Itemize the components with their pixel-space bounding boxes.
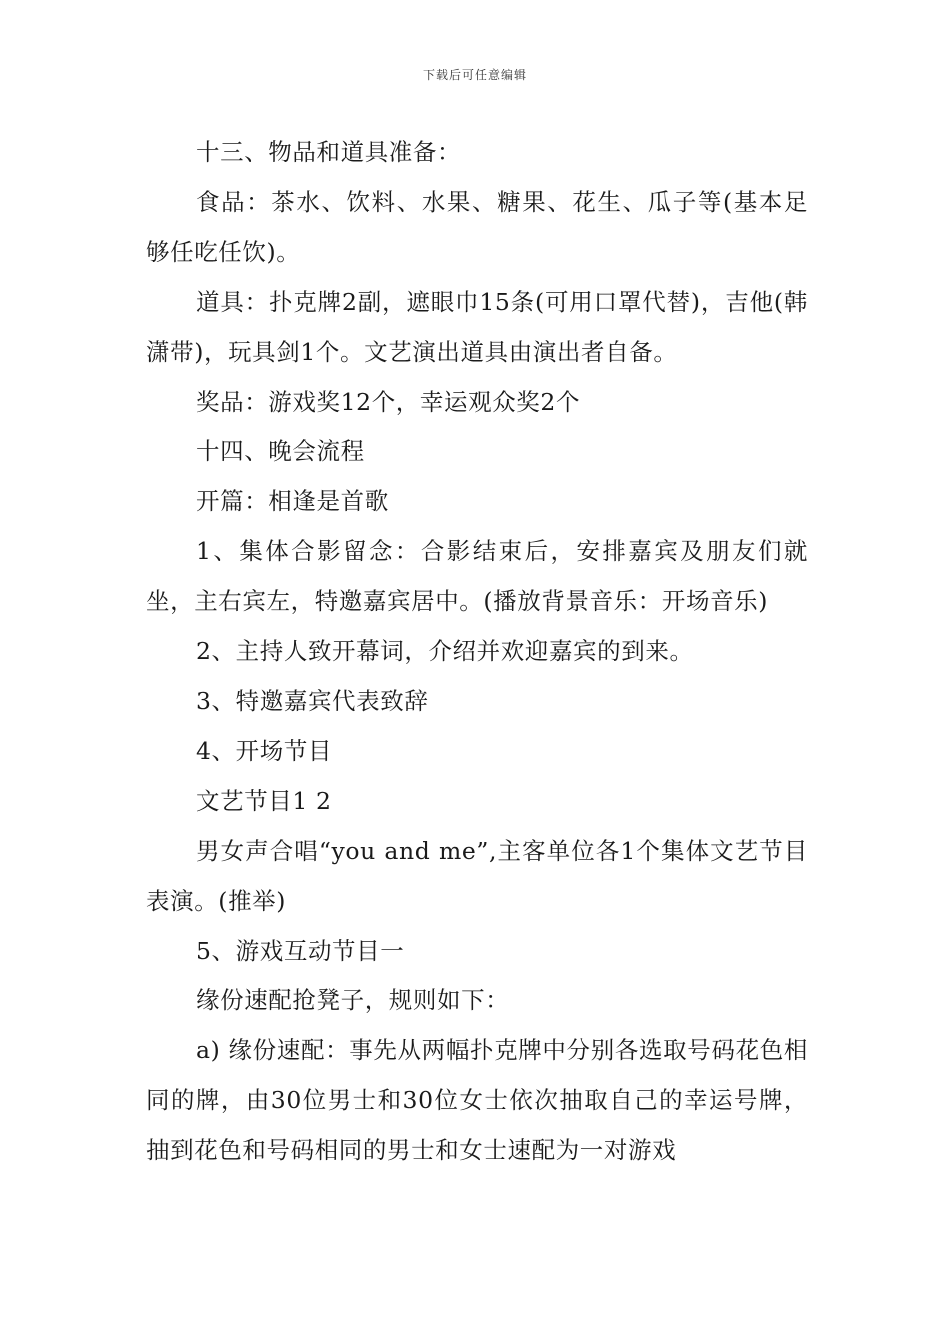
- paragraph-food: 食品：茶水、饮料、水果、糖果、花生、瓜子等(基本足够任吃任饮)。: [146, 187, 808, 266]
- paragraph-program: 文艺节目1 2: [196, 786, 332, 815]
- paragraph-step-4: 4、开场节目: [196, 736, 333, 765]
- paragraph-step-2: 2、主持人致开幕词，介绍并欢迎嘉宾的到来。: [196, 637, 694, 666]
- paragraph-prizes: 奖品：游戏奖12个，幸运观众奖2个: [196, 387, 581, 416]
- paragraph-step-1: 1、集体合影留念：合影结束后，安排嘉宾及朋友们就坐，主右宾左，特邀嘉宾居中。(播放背景音乐：开场音乐): [146, 537, 808, 616]
- section-heading-flow: 十四、晚会流程: [196, 437, 365, 466]
- page-header: 下载后可任意编辑: [422, 68, 527, 82]
- paragraph-rule-a: a) 缘份速配：事先从两幅扑克牌中分别各选取号码花色相同的牌，由30位男士和30位女士依次抽取自己的幸运号牌，抽到花色和号码相同的男士和女士速配为一对游戏: [146, 1036, 808, 1165]
- paragraph-game-rules: 缘份速配抢凳子，规则如下：: [196, 986, 510, 1015]
- section-heading-items: 十三、物品和道具准备：: [196, 138, 462, 166]
- document-body: [146, 128, 808, 1176]
- paragraph-props: 道具：扑克牌2副，遮眼巾15条(可用口罩代替)，吉他(韩潇带)，玩具剑1个。文艺演出道具由演出者自备。: [146, 287, 808, 366]
- paragraph-opening: 开篇：相逢是首歌: [196, 487, 389, 516]
- paragraph-step-5: 5、游戏互动节目一: [196, 936, 405, 965]
- paragraph-duet: 男女声合唱“you and me”,主客单位各1个集体文艺节目表演。(推举): [146, 836, 808, 915]
- paragraph-step-3: 3、特邀嘉宾代表致辞: [196, 686, 429, 715]
